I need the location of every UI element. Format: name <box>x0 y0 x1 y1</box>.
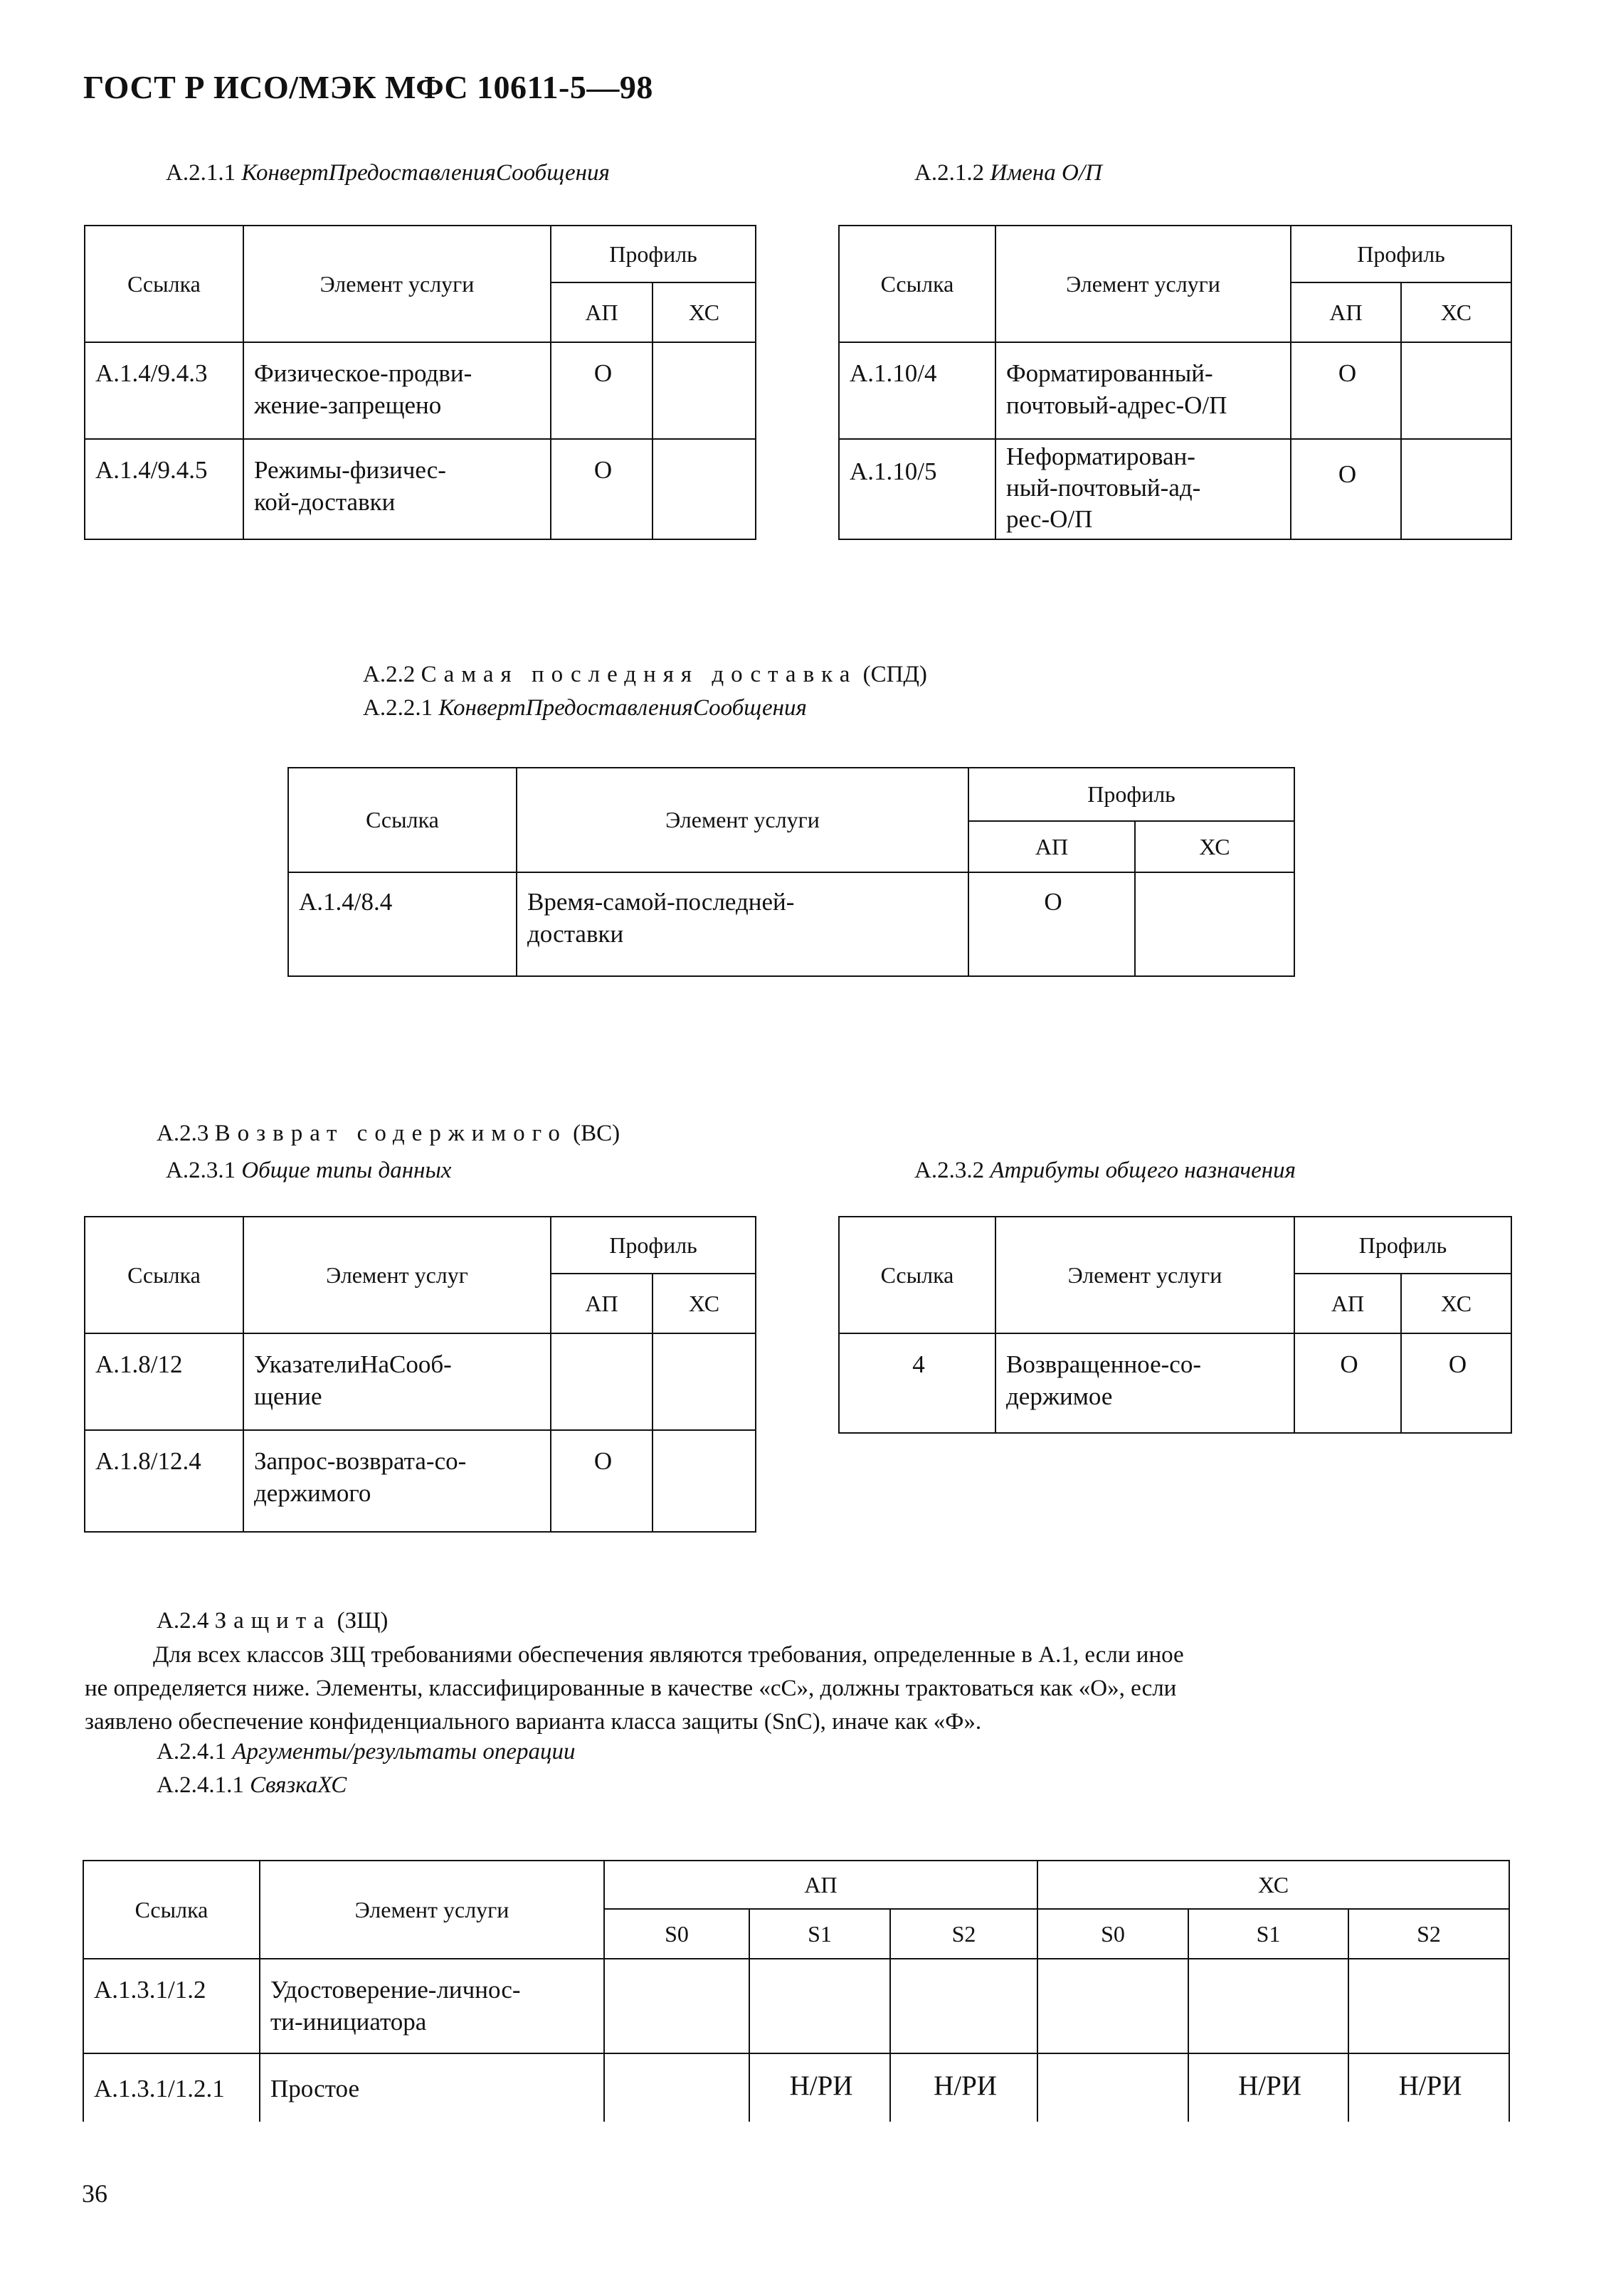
paragraph-line: Для всех классов ЗЩ требованиями обеспечения являются требования, определенные в А.1, если иное <box>153 1642 1184 1668</box>
element-line: почтовый-адрес-О/П <box>1006 391 1227 419</box>
table-a212 <box>838 225 1512 540</box>
header-ref: Ссылка <box>839 1217 995 1333</box>
table-row <box>85 1333 756 1430</box>
header-element: Элемент услуги <box>243 226 551 342</box>
header-ref: Ссылка <box>85 1217 243 1333</box>
element-line: ный-почтовый-ад- <box>1006 474 1201 502</box>
header-element: Элемент услуги <box>517 768 968 872</box>
cell-ref: А.1.3.1/1.2.1 <box>83 2053 260 2122</box>
table-a221 <box>287 767 1295 977</box>
section-title: Защита <box>214 1608 332 1634</box>
cell-xc-s0 <box>1037 1959 1188 2053</box>
security-paragraph <box>85 1639 1508 1739</box>
cell-xc <box>653 1333 756 1430</box>
cell-xc <box>1135 872 1294 976</box>
header-profile: Профиль <box>968 768 1294 821</box>
table-row <box>85 439 756 539</box>
table-row <box>85 1430 756 1532</box>
section-title: КонвертПредоставленияСообщения <box>438 695 807 721</box>
table-a231 <box>84 1216 756 1533</box>
element-line: Неформатирован- <box>1006 443 1195 470</box>
cell-ap-s0 <box>604 1959 749 2053</box>
section-suffix: (СПД) <box>862 662 927 687</box>
table-row <box>83 1959 1509 2053</box>
element-line: Режимы-физичес- <box>254 456 446 484</box>
cell-xc <box>653 439 756 539</box>
section-caption-a221 <box>363 695 807 721</box>
section-number: А.2.2 <box>363 662 416 687</box>
page-number: 36 <box>82 2179 107 2208</box>
section-number: А.2.3 <box>157 1121 209 1146</box>
element-line: доставки <box>527 920 624 948</box>
section-title: Возврат содержимого <box>214 1121 567 1146</box>
cell-ref: А.1.3.1/1.2 <box>83 1959 260 2053</box>
element-line: кой-доставки <box>254 488 396 516</box>
element-line: жение-запрещено <box>254 391 442 419</box>
header-ref: Ссылка <box>288 768 517 872</box>
element-line: щение <box>254 1382 322 1410</box>
cell-element <box>995 439 1291 539</box>
element-line: рес-О/П <box>1006 505 1093 533</box>
header-ap: АП <box>1294 1274 1401 1333</box>
paragraph-line: заявлено обеспечение конфиденциального варианта класса защиты (SnC), иначе как «Ф». <box>85 1709 982 1735</box>
header-ap-s1: S1 <box>749 1909 890 1959</box>
header-xc: ХС <box>1135 821 1294 872</box>
header-element: Элемент услуг <box>243 1217 551 1333</box>
cell-ap-s2 <box>890 1959 1037 2053</box>
section-title: Аргументы/результаты операции <box>232 1739 576 1765</box>
section-title: Атрибуты общего назначения <box>990 1158 1296 1183</box>
cell-xc-s2: Н/РИ <box>1348 2053 1509 2122</box>
cell-xc-s0 <box>1037 2053 1188 2122</box>
paragraph-line: не определяется ниже. Элементы, классифицированные в качестве «cС», должны трактоваться как «О», если <box>85 1676 1177 1701</box>
header-xc: ХС <box>1401 282 1511 342</box>
cell-ap: О <box>551 1430 653 1532</box>
element-line: Возвращенное-со- <box>1006 1350 1201 1378</box>
header-ap: АП <box>1291 282 1401 342</box>
section-caption-a211 <box>166 160 610 186</box>
header-xc-s1: S1 <box>1188 1909 1348 1959</box>
element-line: ти-инициатора <box>270 2008 427 2036</box>
cell-ap-s1: Н/РИ <box>749 2053 890 2122</box>
cell-element <box>517 872 968 976</box>
header-ap: АП <box>968 821 1135 872</box>
section-caption-a231 <box>166 1158 451 1184</box>
section-title: Общие типы данных <box>241 1158 452 1183</box>
cell-element <box>995 1333 1294 1433</box>
header-xc: ХС <box>653 1274 756 1333</box>
cell-xc-s2 <box>1348 1959 1509 2053</box>
cell-ap: О <box>551 342 653 439</box>
header-ap: АП <box>551 1274 653 1333</box>
header-profile: Профиль <box>551 226 756 282</box>
cell-xc-s1 <box>1188 1959 1348 2053</box>
cell-element <box>243 1333 551 1430</box>
element-line: УказателиНаСооб- <box>254 1350 452 1378</box>
cell-xc: О <box>1401 1333 1511 1433</box>
cell-xc <box>653 342 756 439</box>
section-caption-a241 <box>157 1739 576 1765</box>
cell-xc-s1: Н/РИ <box>1188 2053 1348 2122</box>
cell-ap-s0 <box>604 2053 749 2122</box>
header-xc-s0: S0 <box>1037 1909 1188 1959</box>
cell-ap: О <box>1291 439 1401 539</box>
cell-element <box>243 342 551 439</box>
cell-element: Простое <box>260 2053 604 2122</box>
element-line: держимое <box>1006 1382 1113 1410</box>
cell-ref: А.1.4/8.4 <box>288 872 517 976</box>
table-row <box>839 342 1511 439</box>
header-ref: Ссылка <box>85 226 243 342</box>
section-caption-a212 <box>914 160 1102 186</box>
element-line: Время-самой-последней- <box>527 888 795 916</box>
cell-ap: О <box>968 872 1135 976</box>
table-row <box>288 872 1294 976</box>
cell-ref: А.1.8/12 <box>85 1333 243 1430</box>
section-suffix: (ВС) <box>573 1121 620 1146</box>
table-row <box>839 439 1511 539</box>
section-number: А.2.3.1 <box>166 1158 236 1183</box>
header-ap-s0: S0 <box>604 1909 749 1959</box>
element-line: держимого <box>254 1479 371 1507</box>
element-line: Запрос-возврата-со- <box>254 1447 467 1475</box>
cell-xc <box>1401 439 1511 539</box>
element-line: Физическое-продви- <box>254 359 472 387</box>
cell-ap: О <box>1294 1333 1401 1433</box>
header-element: Элемент услуги <box>995 226 1291 342</box>
section-number: А.2.1.1 <box>166 160 236 186</box>
cell-element <box>243 439 551 539</box>
cell-ref: А.1.10/5 <box>839 439 995 539</box>
cell-ap-s2: Н/РИ <box>890 2053 1037 2122</box>
header-ref: Ссылка <box>839 226 995 342</box>
section-number: А.2.4 <box>157 1608 209 1634</box>
header-profile: Профиль <box>551 1217 756 1274</box>
cell-ap-s1 <box>749 1959 890 2053</box>
header-xc-group: ХС <box>1037 1861 1509 1909</box>
section-title: КонвертПредоставленияСообщения <box>241 160 610 186</box>
section-title: СвязкаХС <box>250 1772 347 1798</box>
section-caption-a2411 <box>157 1772 347 1799</box>
table-row <box>85 342 756 439</box>
section-number: А.2.3.2 <box>914 1158 985 1183</box>
cell-ref: А.1.10/4 <box>839 342 995 439</box>
header-element: Элемент услуги <box>995 1217 1294 1333</box>
section-title: Самая последняя доставка <box>421 662 857 687</box>
table-a232 <box>838 1216 1512 1434</box>
table-a211 <box>84 225 756 540</box>
table-row <box>839 1333 1511 1433</box>
section-caption-a23 <box>157 1121 620 1147</box>
header-profile: Профиль <box>1294 1217 1511 1274</box>
cell-ref: А.1.4/9.4.5 <box>85 439 243 539</box>
section-number: А.2.4.1 <box>157 1739 227 1765</box>
section-caption-a22 <box>363 662 927 688</box>
header-ap-s2: S2 <box>890 1909 1037 1959</box>
cell-xc <box>653 1430 756 1532</box>
cell-ref: А.1.4/9.4.3 <box>85 342 243 439</box>
cell-ap: О <box>1291 342 1401 439</box>
header-ap-group: АП <box>604 1861 1037 1909</box>
element-line: Форматированный- <box>1006 359 1213 387</box>
header-element: Элемент услуги <box>260 1861 604 1959</box>
document-header: ГОСТ Р ИСО/МЭК МФС 10611-5—98 <box>83 69 653 105</box>
section-number: А.2.1.2 <box>914 160 985 186</box>
header-ap: АП <box>551 282 653 342</box>
cell-element <box>260 1959 604 2053</box>
header-xc-s2: S2 <box>1348 1909 1509 1959</box>
section-title: Имена О/П <box>990 160 1102 186</box>
header-xc: ХС <box>1401 1274 1511 1333</box>
cell-ref: А.1.8/12.4 <box>85 1430 243 1532</box>
section-number: А.2.4.1.1 <box>157 1772 244 1798</box>
section-number: А.2.2.1 <box>363 695 433 721</box>
section-suffix: (ЗЩ) <box>337 1608 389 1634</box>
header-xc: ХС <box>653 282 756 342</box>
section-caption-a232 <box>914 1158 1296 1184</box>
section-caption-a24 <box>157 1608 388 1634</box>
cell-ap: О <box>551 439 653 539</box>
cell-xc <box>1401 342 1511 439</box>
element-line: Удостоверение-личнос- <box>270 1976 521 2004</box>
table-row <box>83 2053 1509 2122</box>
header-profile: Профиль <box>1291 226 1511 282</box>
cell-element <box>995 342 1291 439</box>
header-ref: Ссылка <box>83 1861 260 1959</box>
cell-ref: 4 <box>839 1333 995 1433</box>
table-a2411 <box>83 1860 1510 2122</box>
cell-ap <box>551 1333 653 1430</box>
cell-element <box>243 1430 551 1532</box>
